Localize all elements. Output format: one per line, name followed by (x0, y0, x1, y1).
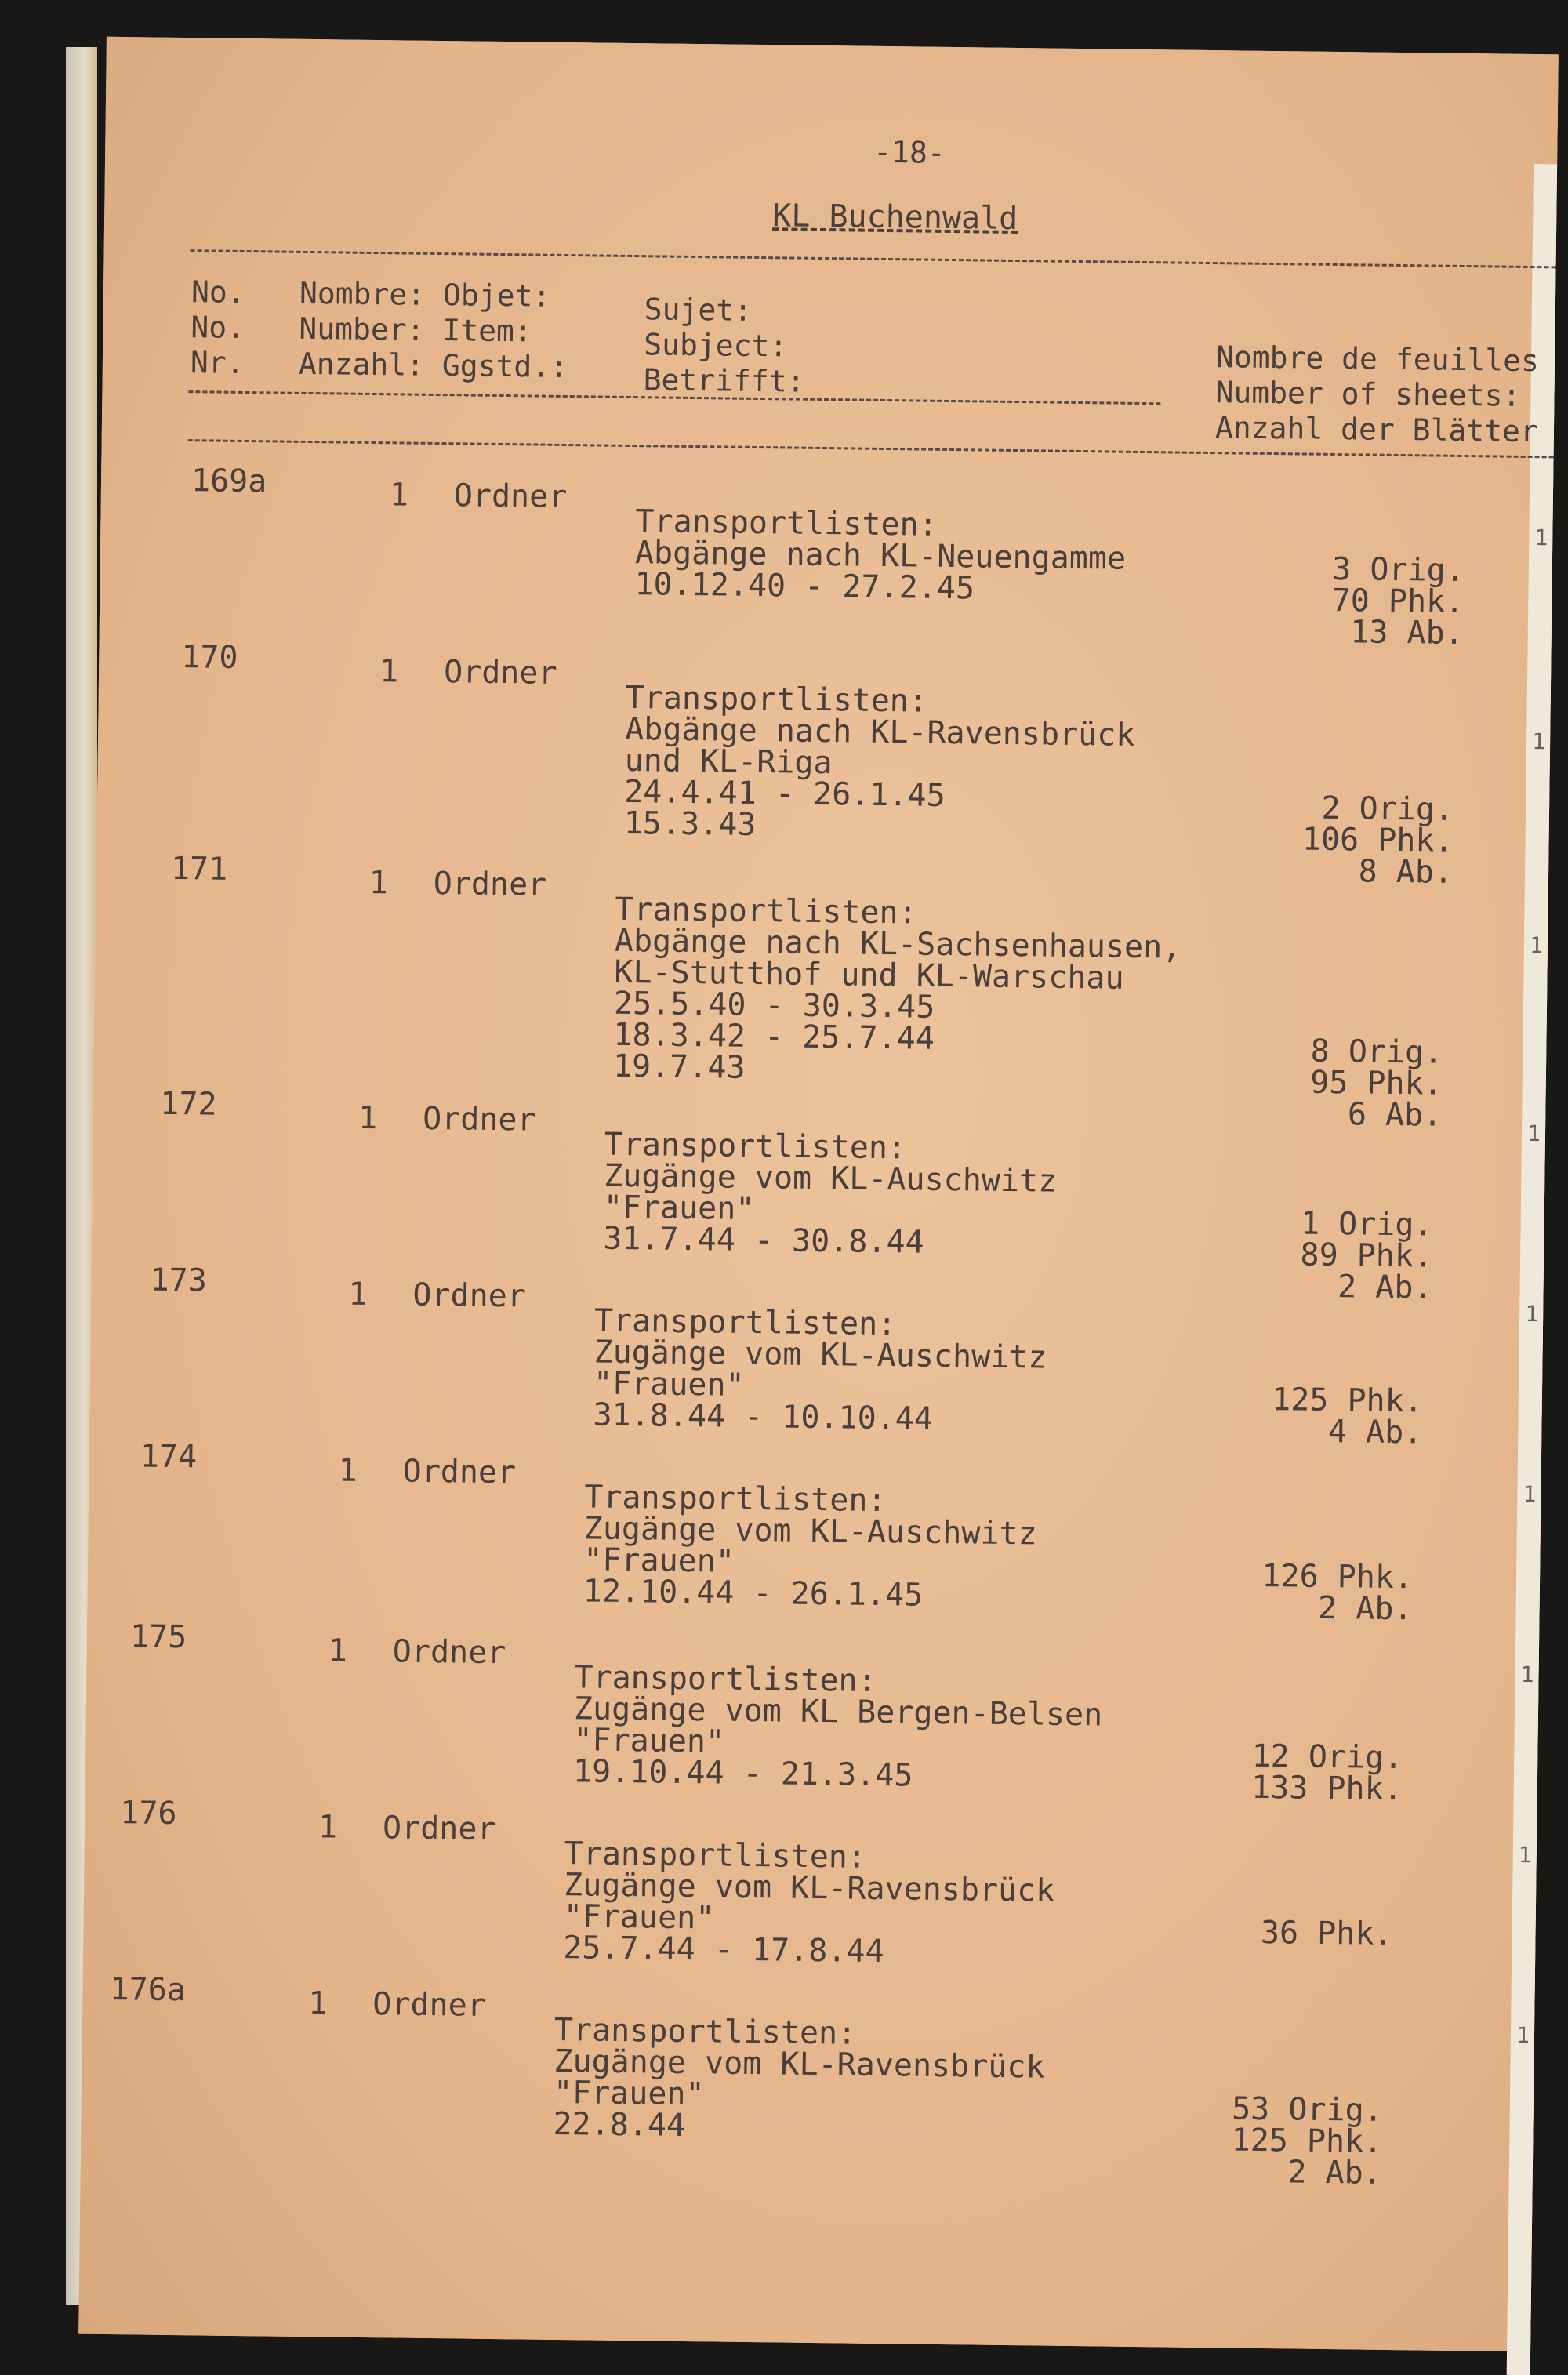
adjacent-page-glyph: 1 (1529, 932, 1544, 959)
entry-sheet-count: 2 Orig. (1321, 790, 1454, 828)
page-title: KL Buchenwald (771, 198, 1018, 238)
entry-sheet-count: 8 Orig. (1310, 1033, 1443, 1071)
entry-subject-line: Transportlisten: (635, 503, 938, 543)
entry-sheet-count: 106 Phk. (1301, 821, 1454, 859)
entry-sheet-count: 2 Ab. (1287, 2154, 1383, 2192)
entry-subject-line: Abgänge nach KL-Neuengamme (634, 535, 1127, 577)
entry-number: 171 (170, 850, 228, 888)
entry-item: Ordner (382, 1810, 496, 1848)
entry-subject-line: "Frauen" (593, 1365, 745, 1404)
header-subject-2: Subject: (643, 327, 788, 364)
adjacent-page-glyph: 1 (1523, 1481, 1537, 1508)
entry-count: 1 (379, 653, 399, 690)
entry-sheet-count: 133 Phk. (1250, 1769, 1403, 1808)
entry-subject-line: Abgänge nach KL-Sachsenhausen, (614, 922, 1181, 966)
entry-subject-line: Zugänge vom KL-Auschwitz (603, 1157, 1058, 1200)
entry-subject-line: 22.8.44 (553, 2105, 686, 2144)
entry-item: Ordner (412, 1276, 527, 1315)
adjacent-page-glyph: 1 (1532, 728, 1546, 755)
entry-sheet-count: 6 Ab. (1347, 1096, 1443, 1134)
entry-count: 1 (389, 477, 409, 514)
entry-sheet-count: 36 Phk. (1260, 1914, 1393, 1953)
entry-subject-line: Transportlisten: (593, 1302, 897, 1343)
entry-subject-line: 31.7.44 - 30.8.44 (603, 1220, 924, 1261)
entry-subject-line: "Frauen" (583, 1542, 735, 1580)
entry-subject-line: "Frauen" (563, 1898, 715, 1937)
entry-subject-line: Transportlisten: (615, 891, 917, 931)
entry-number: 169a (191, 463, 267, 500)
entry-number: 176 (120, 1795, 177, 1832)
entry-number: 172 (160, 1085, 217, 1123)
entry-subject-line: "Frauen" (603, 1189, 755, 1228)
header-no-2: No. (191, 310, 245, 345)
entry-sheet-count: 89 Phk. (1300, 1237, 1433, 1275)
adjacent-page-glyph: 1 (1520, 1661, 1534, 1688)
entry-sheet-count: 126 Phk. (1261, 1557, 1414, 1596)
entry-number: 173 (150, 1262, 208, 1299)
entry-item: Ordner (443, 654, 557, 692)
entry-sheet-count: 4 Ab. (1327, 1413, 1423, 1451)
entry-count: 1 (338, 1452, 358, 1489)
entry-subject-line: 25.7.44 - 17.8.44 (562, 1930, 884, 1970)
page-number: -18- (873, 134, 946, 170)
entry-sheet-count: 3 Orig. (1331, 550, 1465, 590)
entry-item: Ordner (453, 478, 568, 516)
header-subject-1: Sujet: (644, 292, 753, 328)
header-no-1: No. (191, 274, 245, 310)
entry-subject-line: "Frauen" (553, 2074, 705, 2113)
header-no-3: Nr. (190, 345, 245, 380)
header-number-1: Nombre: Objet: (299, 275, 551, 314)
entry-number: 175 (129, 1618, 187, 1656)
entry-subject-line: 15.3.43 (623, 804, 757, 843)
entry-item: Ordner (422, 1100, 536, 1138)
entry-sheet-count: 95 Phk. (1309, 1064, 1443, 1102)
entry-subject-line: 31.8.44 - 10.10.44 (593, 1396, 934, 1437)
entry-subject-line: Zugänge vom KL-Auschwitz (583, 1510, 1037, 1552)
entry-subject-line: Transportlisten: (583, 1479, 887, 1520)
entry-item: Ordner (433, 865, 547, 903)
entry-number: 174 (140, 1438, 198, 1476)
entry-subject-line: 18.3.42 - 25.7.44 (613, 1016, 935, 1057)
entry-subject-line: Transportlisten: (554, 2011, 857, 2052)
entry-subject-line: 10.12.40 - 27.2.45 (634, 566, 975, 607)
entry-sheet-count: 12 Orig. (1251, 1738, 1403, 1777)
entry-count: 1 (348, 1276, 368, 1313)
header-number-3: Anzahl: Ggstd.: (298, 346, 568, 385)
header-sheets-2: Number of sheets: (1215, 375, 1521, 413)
entry-sheet-count: 70 Phk. (1331, 582, 1465, 620)
entry-subject-line: Transportlisten: (625, 679, 928, 720)
entry-number: 176a (110, 1971, 187, 2009)
entry-subject-line: Zugänge vom KL Bergen-Belsen (573, 1690, 1103, 1734)
entry-subject-line: 19.7.43 (612, 1048, 746, 1086)
entry-item: Ordner (372, 1986, 487, 2024)
entry-subject-line: Transportlisten: (574, 1659, 877, 1699)
entry-sheet-count: 13 Ab. (1350, 614, 1465, 652)
adjacent-page-glyph: 1 (1515, 2021, 1530, 2049)
entry-sheet-count: 125 Phk. (1271, 1382, 1424, 1420)
adjacent-page-glyph: 1 (1534, 525, 1548, 551)
entry-sheet-count: 2 Ab. (1317, 1589, 1413, 1628)
entry-subject-line: Zugänge vom KL-Ravensbrück (554, 2043, 1045, 2086)
entry-count: 1 (368, 864, 389, 902)
entry-item: Ordner (392, 1633, 506, 1672)
entry-count: 1 (318, 1809, 338, 1846)
entry-subject-line: 24.4.41 - 26.1.45 (623, 773, 946, 814)
entry-subject-line: und KL-Riga (624, 742, 833, 782)
header-subject-3: Betrifft: (643, 362, 805, 399)
adjacent-page-glyph: 1 (1518, 1841, 1532, 1868)
entry-subject-line: Abgänge nach KL-Ravensbrück (624, 710, 1135, 754)
header-sheets-1: Nombre de feuilles (1215, 340, 1540, 379)
entry-subject-line: 12.10.44 - 26.1.45 (583, 1573, 924, 1614)
entry-subject-line: Zugänge vom KL-Auschwitz (593, 1334, 1047, 1376)
entry-sheet-count: 2 Ab. (1337, 1269, 1432, 1306)
entry-subject-line: Transportlisten: (604, 1126, 907, 1167)
adjacent-page-glyph: 1 (1525, 1301, 1539, 1327)
adjacent-page-edge (1507, 164, 1557, 2375)
header-top-rule (191, 249, 1556, 268)
adjacent-page-glyph: 1 (1526, 1120, 1541, 1147)
entry-subject-line: Transportlisten: (564, 1836, 867, 1876)
entry-item: Ordner (402, 1453, 517, 1491)
entry-subject-line: "Frauen" (573, 1722, 725, 1760)
header-sheets-3: Anzahl der Blätter (1214, 410, 1539, 449)
entry-subject-line: Zugänge vom KL-Ravensbrück (563, 1867, 1055, 1909)
entry-sheet-count: 1 Orig. (1300, 1205, 1433, 1244)
entry-subject-line: 19.10.44 - 21.3.45 (572, 1753, 913, 1794)
header-number-2: Number: Item: (299, 310, 533, 349)
entry-sheet-count: 8 Ab. (1358, 853, 1454, 891)
document-page (78, 37, 1559, 2351)
entry-sheet-count: 125 Phk. (1231, 2122, 1383, 2160)
entry-number: 170 (181, 639, 238, 676)
entry-sheet-count: 53 Orig. (1231, 2090, 1384, 2129)
entry-subject-line: KL-Stutthof und KL-Warschau (614, 953, 1124, 997)
entry-count: 1 (328, 1632, 348, 1669)
entry-subject-line: 25.5.40 - 30.3.45 (613, 985, 935, 1026)
entry-count: 1 (358, 1099, 378, 1137)
entry-count: 1 (308, 1985, 328, 2022)
